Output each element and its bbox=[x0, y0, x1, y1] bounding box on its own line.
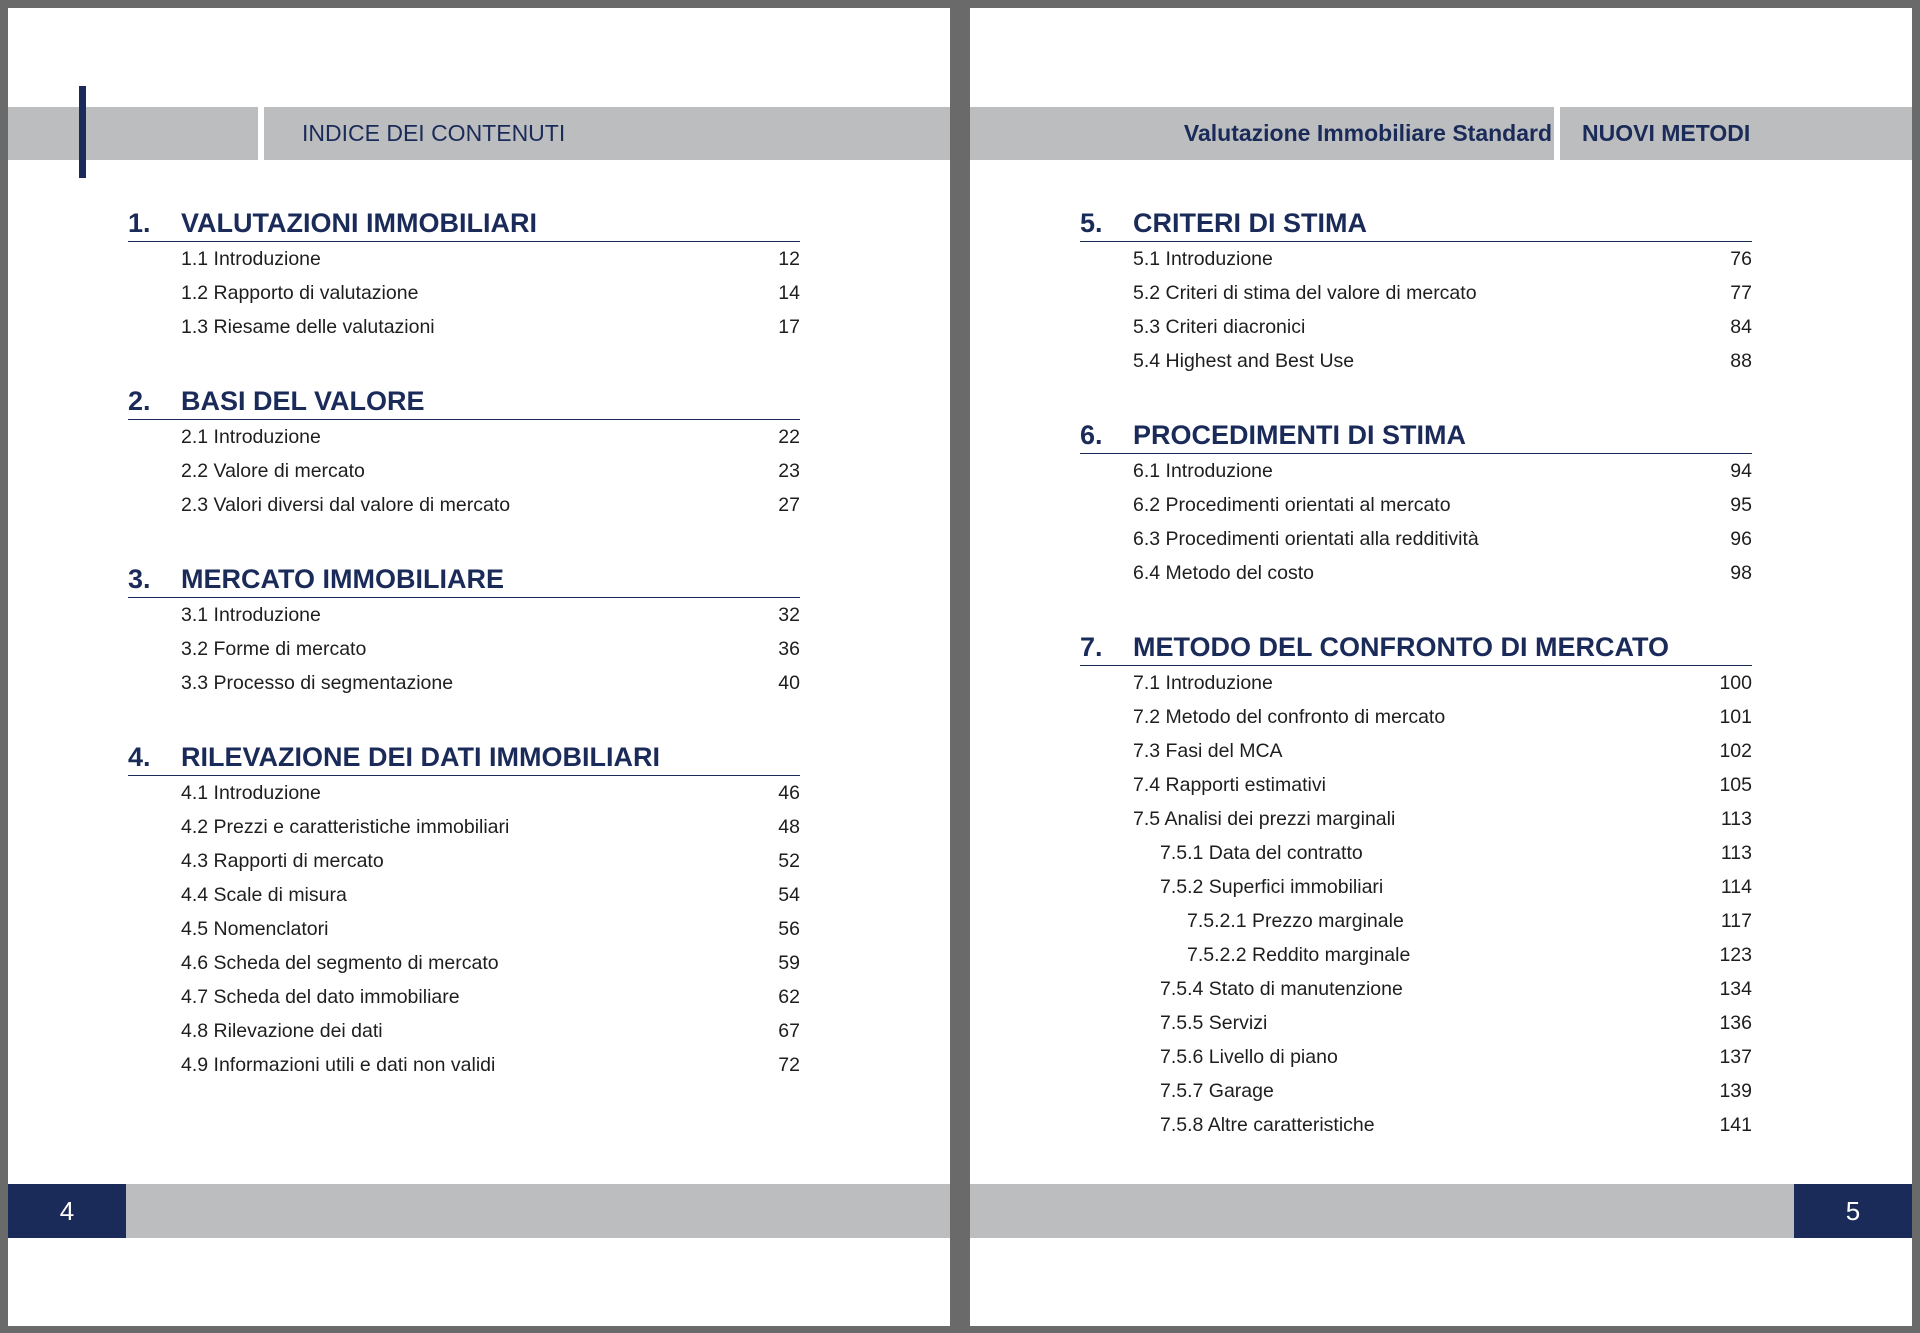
footer-band bbox=[8, 1184, 950, 1238]
toc-entry-label: 7.5 Analisi dei prezzi marginali bbox=[1133, 808, 1396, 830]
toc-entry-page: 52 bbox=[778, 850, 800, 872]
toc-entry-label: 7.5.5 Servizi bbox=[1160, 1012, 1268, 1034]
toc-entry-page: 137 bbox=[1719, 1046, 1752, 1068]
toc-entry[interactable] bbox=[1080, 734, 1752, 768]
toc-entry-label: 7.5.4 Stato di manutenzione bbox=[1160, 978, 1403, 1000]
toc-section bbox=[128, 204, 800, 344]
toc-entry-label: 4.8 Rilevazione dei dati bbox=[181, 1020, 383, 1042]
toc-entry-label: 6.2 Procedimenti orientati al mercato bbox=[1133, 494, 1451, 516]
toc-entry[interactable] bbox=[128, 276, 800, 310]
toc-entry-label: 3.2 Forme di mercato bbox=[181, 638, 367, 660]
toc-section bbox=[1080, 628, 1752, 1142]
toc-entry[interactable] bbox=[1080, 276, 1752, 310]
section-number: 7. bbox=[1080, 632, 1103, 662]
toc-entry[interactable] bbox=[128, 420, 800, 454]
section-title: MERCATO IMMOBILIARE bbox=[181, 564, 504, 594]
toc-entry-page: 117 bbox=[1720, 910, 1752, 932]
toc-entry-label: 2.1 Introduzione bbox=[181, 426, 321, 448]
toc-entry[interactable] bbox=[1080, 870, 1752, 904]
toc-entry-label: 3.3 Processo di segmentazione bbox=[181, 672, 454, 694]
toc-entry[interactable] bbox=[1080, 556, 1752, 590]
toc-section bbox=[128, 560, 800, 700]
toc-entry-label: 6.4 Metodo del costo bbox=[1133, 562, 1315, 584]
toc-entry-page: 32 bbox=[778, 604, 800, 626]
toc-entry-page: 22 bbox=[778, 426, 800, 448]
toc-entry[interactable] bbox=[1080, 938, 1752, 972]
section-heading bbox=[128, 560, 800, 598]
toc-section bbox=[1080, 416, 1752, 590]
toc-entry-label: 7.5.2.2 Reddito marginale bbox=[1187, 944, 1411, 966]
toc-entry-page: 139 bbox=[1719, 1080, 1752, 1102]
toc-entry-label: 7.5.8 Altre caratteristiche bbox=[1160, 1114, 1375, 1136]
toc-entry-label: 5.4 Highest and Best Use bbox=[1133, 350, 1355, 372]
toc-entry-label: 2.2 Valore di mercato bbox=[181, 460, 365, 482]
section-number: 2. bbox=[128, 386, 151, 416]
toc-entry-label: 5.1 Introduzione bbox=[1133, 248, 1273, 270]
toc-entry-page: 134 bbox=[1719, 978, 1752, 1000]
header-title: INDICE DEI CONTENUTI bbox=[302, 120, 566, 146]
toc-entry[interactable] bbox=[128, 980, 800, 1014]
toc-entry[interactable] bbox=[1080, 1108, 1752, 1142]
toc-entry-label: 1.3 Riesame delle valutazioni bbox=[181, 316, 435, 338]
toc-entry-page: 113 bbox=[1720, 808, 1752, 830]
toc-entry[interactable] bbox=[1080, 1040, 1752, 1074]
toc-entry-label: 4.2 Prezzi e caratteristiche immobiliari bbox=[181, 816, 510, 838]
toc-entry[interactable] bbox=[128, 912, 800, 946]
toc-entry-page: 62 bbox=[778, 986, 800, 1008]
toc-entry[interactable] bbox=[128, 632, 800, 666]
toc-entry-label: 4.9 Informazioni utili e dati non validi bbox=[181, 1054, 496, 1076]
toc-entry-page: 98 bbox=[1730, 562, 1752, 584]
toc-entry[interactable] bbox=[1080, 666, 1752, 700]
toc-entry-label: 4.3 Rapporti di mercato bbox=[181, 850, 384, 872]
toc-entry-label: 4.7 Scheda del dato immobiliare bbox=[181, 986, 460, 1008]
section-number: 1. bbox=[128, 208, 151, 238]
section-heading bbox=[1080, 204, 1752, 242]
toc-entry-page: 88 bbox=[1730, 350, 1752, 372]
toc-entry[interactable] bbox=[128, 844, 800, 878]
toc-entry-label: 7.3 Fasi del MCA bbox=[1133, 740, 1283, 762]
toc-entry[interactable] bbox=[128, 598, 800, 632]
toc-entry[interactable] bbox=[1080, 344, 1752, 378]
toc-section bbox=[128, 382, 800, 522]
toc-entry-label: 6.3 Procedimenti orientati alla redditività bbox=[1133, 528, 1479, 550]
toc-entry-page: 105 bbox=[1719, 774, 1752, 796]
toc-entry-label: 5.3 Criteri diacronici bbox=[1133, 316, 1306, 338]
toc-entry[interactable] bbox=[128, 1048, 800, 1082]
toc-entry-label: 6.1 Introduzione bbox=[1133, 460, 1273, 482]
section-heading bbox=[128, 204, 800, 242]
toc-entry-page: 59 bbox=[778, 952, 800, 974]
left-page bbox=[8, 8, 950, 1326]
header-divider bbox=[1554, 107, 1560, 160]
toc-entry[interactable] bbox=[1080, 972, 1752, 1006]
toc-entry[interactable] bbox=[128, 310, 800, 344]
toc-entry-page: 67 bbox=[778, 1020, 800, 1042]
header-title: Valutazione Immobiliare Standard bbox=[1183, 120, 1552, 146]
toc-entry[interactable] bbox=[128, 810, 800, 844]
section-title: RILEVAZIONE DEI DATI IMMOBILIARI bbox=[181, 742, 660, 772]
toc-section bbox=[1080, 204, 1752, 378]
section-title: VALUTAZIONI IMMOBILIARI bbox=[181, 208, 537, 238]
toc-entry[interactable] bbox=[1080, 522, 1752, 556]
toc-entry[interactable] bbox=[1080, 768, 1752, 802]
toc-entry[interactable] bbox=[1080, 454, 1752, 488]
toc-entry[interactable] bbox=[128, 242, 800, 276]
toc-entry-label: 4.1 Introduzione bbox=[181, 782, 321, 804]
toc-entry[interactable] bbox=[1080, 488, 1752, 522]
toc-entry-label: 7.4 Rapporti estimativi bbox=[1133, 774, 1326, 796]
toc-entry-page: 76 bbox=[1730, 248, 1752, 270]
section-number: 3. bbox=[128, 564, 151, 594]
toc-entry-page: 27 bbox=[778, 494, 800, 516]
toc-section bbox=[128, 738, 800, 1082]
toc-entry-page: 77 bbox=[1730, 282, 1752, 304]
toc-entry-label: 4.4 Scale di misura bbox=[181, 884, 347, 906]
toc-entry[interactable] bbox=[1080, 904, 1752, 938]
section-number: 4. bbox=[128, 742, 151, 772]
toc-entry[interactable] bbox=[1080, 1006, 1752, 1040]
toc-entry[interactable] bbox=[128, 878, 800, 912]
toc-entry-label: 7.2 Metodo del confronto di mercato bbox=[1133, 706, 1446, 728]
toc-entry-label: 2.3 Valori diversi dal valore di mercato bbox=[181, 494, 511, 516]
toc-entry[interactable] bbox=[1080, 802, 1752, 836]
right-page bbox=[970, 8, 1912, 1326]
toc-entry-page: 101 bbox=[1719, 706, 1752, 728]
header-accent-bar bbox=[79, 86, 86, 178]
toc-entry-page: 141 bbox=[1719, 1114, 1752, 1136]
toc-entry-page: 12 bbox=[778, 248, 800, 270]
toc-entry-label: 1.2 Rapporto di valutazione bbox=[181, 282, 419, 304]
toc-entry-page: 84 bbox=[1730, 316, 1752, 338]
toc-entry-label: 7.5.2.1 Prezzo marginale bbox=[1187, 910, 1404, 932]
toc-entry-page: 56 bbox=[778, 918, 800, 940]
section-heading bbox=[1080, 628, 1752, 666]
section-title: BASI DEL VALORE bbox=[181, 386, 425, 416]
toc-entry-page: 102 bbox=[1719, 740, 1752, 762]
section-heading bbox=[128, 738, 800, 776]
toc-entry-page: 96 bbox=[1730, 528, 1752, 550]
section-title: CRITERI DI STIMA bbox=[1133, 208, 1367, 238]
toc-entry-page: 114 bbox=[1720, 876, 1752, 898]
toc-entry-page: 123 bbox=[1719, 944, 1752, 966]
toc-entry-label: 1.1 Introduzione bbox=[181, 248, 321, 270]
header-tag: NUOVI METODI bbox=[1582, 120, 1751, 146]
toc-entry[interactable] bbox=[128, 1014, 800, 1048]
toc-entry-label: 7.5.2 Superfici immobiliari bbox=[1160, 876, 1384, 898]
toc-entry-page: 95 bbox=[1730, 494, 1752, 516]
toc-entry-page: 72 bbox=[778, 1054, 800, 1076]
footer-band bbox=[970, 1184, 1912, 1238]
toc-entry[interactable] bbox=[1080, 700, 1752, 734]
toc-entry-page: 113 bbox=[1720, 842, 1752, 864]
toc-entry-page: 136 bbox=[1719, 1012, 1752, 1034]
header-divider bbox=[258, 107, 264, 160]
toc-entry-page: 54 bbox=[778, 884, 800, 906]
toc-entry[interactable] bbox=[128, 488, 800, 522]
section-heading bbox=[1080, 416, 1752, 454]
section-title: METODO DEL CONFRONTO DI MERCATO bbox=[1133, 632, 1670, 662]
section-title: PROCEDIMENTI DI STIMA bbox=[1133, 420, 1467, 450]
toc-entry-label: 7.5.7 Garage bbox=[1160, 1080, 1274, 1102]
toc-entry-page: 17 bbox=[778, 316, 800, 338]
toc-entry-label: 4.6 Scheda del segmento di mercato bbox=[181, 952, 499, 974]
toc-entry-page: 14 bbox=[778, 282, 800, 304]
toc-entry[interactable] bbox=[1080, 836, 1752, 870]
toc-entry-label: 5.2 Criteri di stima del valore di mercato bbox=[1133, 282, 1477, 304]
page-number: 4 bbox=[59, 1196, 75, 1226]
toc-entry[interactable] bbox=[128, 666, 800, 700]
section-heading bbox=[128, 382, 800, 420]
toc-entry[interactable] bbox=[128, 454, 800, 488]
toc-entry-page: 46 bbox=[778, 782, 800, 804]
toc-entry-label: 7.5.6 Livello di piano bbox=[1160, 1046, 1338, 1068]
toc-entry[interactable] bbox=[128, 946, 800, 980]
toc-entry-page: 94 bbox=[1730, 460, 1752, 482]
toc-entry[interactable] bbox=[128, 776, 800, 810]
toc-entry-page: 40 bbox=[778, 672, 800, 694]
toc-entry[interactable] bbox=[1080, 310, 1752, 344]
toc-entry-page: 48 bbox=[778, 816, 800, 838]
toc-entry-label: 3.1 Introduzione bbox=[181, 604, 321, 626]
toc-entry-page: 100 bbox=[1719, 672, 1752, 694]
toc-entry-label: 7.5.1 Data del contratto bbox=[1160, 842, 1363, 864]
toc-entry-label: 7.1 Introduzione bbox=[1133, 672, 1273, 694]
toc-entry-label: 4.5 Nomenclatori bbox=[181, 918, 329, 940]
page-number: 5 bbox=[1845, 1196, 1861, 1226]
section-number: 5. bbox=[1080, 208, 1103, 238]
toc-entry-page: 36 bbox=[778, 638, 800, 660]
section-number: 6. bbox=[1080, 420, 1103, 450]
toc-entry-page: 23 bbox=[778, 460, 800, 482]
toc-entry[interactable] bbox=[1080, 242, 1752, 276]
toc-entry[interactable] bbox=[1080, 1074, 1752, 1108]
